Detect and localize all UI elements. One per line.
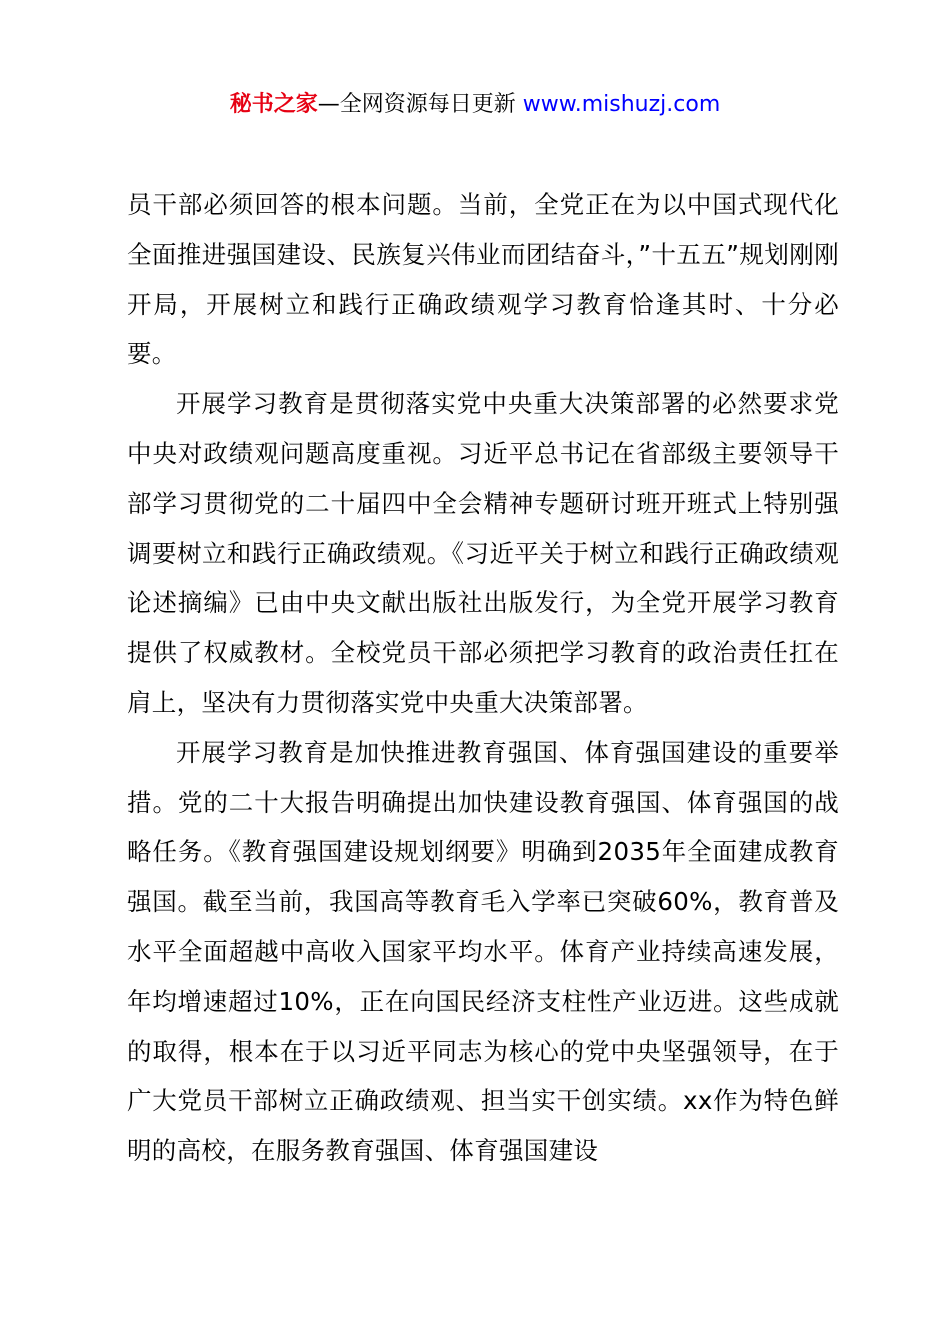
site-url-link[interactable]: www.mishuzj.com [522,92,721,117]
document-body [127,180,839,1176]
paragraph-continued: 员干部必须回答的根本问题。当前，全党正在为以中国式现代化全面推进强国建设、民族复兴伟业而团结奋斗，”十五五”规划刚刚开局，开展树立和践行正确政绩观学习教育恰逢其时、十分必要。 [127,190,839,369]
paragraph: 开展学习教育是贯彻落实党中央重大决策部署的必然要求党中央对政绩观问题高度重视。习近平总书记在省部级主要领导干部学习贯彻党的二十届四中全会精神专题研讨班开班式上特别强调要树立和践行正确政绩观。《习近平关于树立和践行正确政绩观论述摘编》已由中央文献出版社出版发行，为全党开展学习教育提供了权威教材。全校党员干部必须把学习教育的政治责任扛在肩上，坚决有力贯彻落实党中央重大决策部署。 [127,389,839,717]
site-header [0,88,950,122]
paragraph: 开展学习教育是加快推进教育强国、体育强国建设的重要举措。党的二十大报告明确提出加快建设教育强国、体育强国的战略任务。《教育强国建设规划纲要》明确到2035年全面建成教育强国。截至当前，我国高等教育毛入学率已突破60%，教育普及水平全面超越中高收入国家平均水平。体育产业持续高速发展，年均增速超过10%，正在向国民经济支柱性产业迈进。这些成就的取得，根本在于以习近平同志为核心的党中央坚强领导，在于广大党员干部树立正确政绩观、担当实干创实绩。xx作为特色鲜明的高校，在服务教育强国、体育强国建设 [127,737,839,1166]
site-tagline: —全网资源每日更新 [317,92,523,117]
site-brand: 秘书之家 [229,92,318,117]
